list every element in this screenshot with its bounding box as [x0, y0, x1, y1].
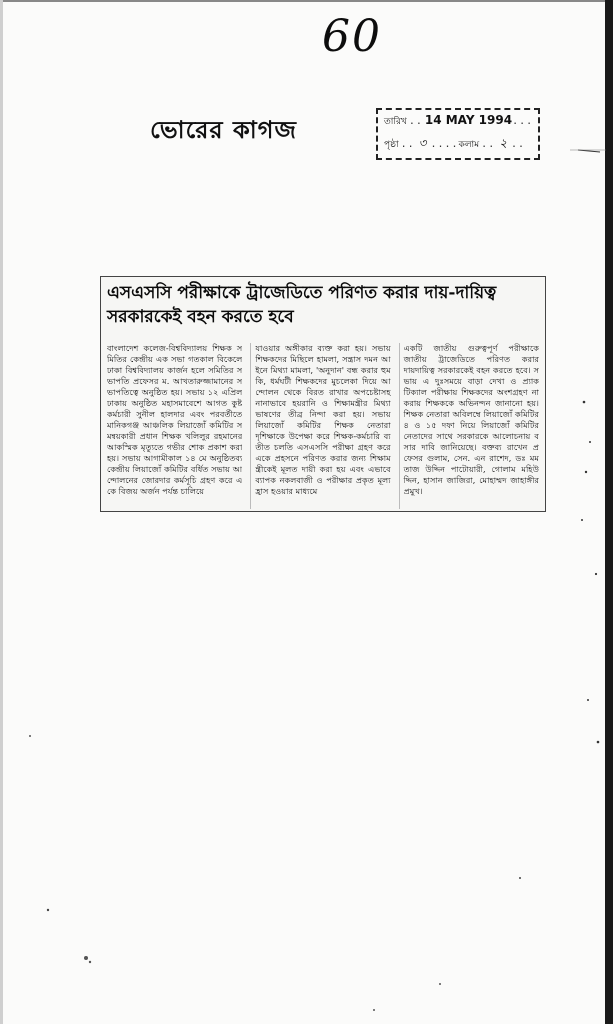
stamp-page-label: পৃষ্ঠা	[384, 140, 399, 150]
clipping-headline: এসএসসি পরীক্ষাকে ট্রাজেডিতে পরিণত করার দায়-দায়িত্ব সরকারকেই বহন করতে হবে	[107, 283, 497, 327]
clipping-columns	[107, 343, 539, 509]
stamp-date-row	[384, 113, 532, 135]
scan-edge-right	[605, 0, 613, 1024]
clipping-column-3: একটি জাতীয় গুরুত্বপূর্ণ পরীক্ষাকে জাতীয় ট্রাজেডিতে পরিণত করার দায়দায়িত্ব সরকারকেই বহন করতে হবে। সভায় এ দুঃসময়ে বাড়া দেখা ও প্র্যাকটিক্যাল পরীক্ষায় শিক্ষকদের অংশগ্রহণ না করায় শিক্ষককে অভিনন্দন জানানো হয়। শিক্ষক নেতারা অবিলম্বে লিয়াজোঁ কমিটির ৪ ও ১৫ দফা নিয়ে লিয়াজোঁ কমিটির নেতাদের সাথে সরকারকে আলোচনায় বসার দাবি জানিয়েছে। বক্তব্য রাখেন প্রফেসর গুলাম, সেন. এন রাশেদ, ডঃ মমতাজ উদ্দিন পাটোয়ারী, গোলাম মহিউদ্দিন, হাসান জাজিরা, মোহাম্মদ জাহাঙ্গীর প্রমুখ।	[399, 343, 539, 509]
stamp-dots: ..	[511, 139, 526, 150]
newspaper-clipping	[100, 276, 546, 512]
stamp-page-row	[384, 135, 532, 157]
stamp-column-value: ২	[499, 136, 508, 150]
scan-edge-top	[0, 0, 613, 2]
newspaper-name: ভোরের কাগজ	[150, 115, 297, 144]
stamp-dots: ....	[430, 139, 459, 150]
stamp-date-value: 14 MAY 1994	[424, 113, 513, 127]
stamp-dots: ..	[400, 139, 415, 150]
stamp-dots: ...	[512, 116, 534, 127]
clipping-column-2: যাওয়ার অঙ্গীকার ব্যক্ত করা হয়। সভায় শিক্ষকদের মিছিলে হামলা, সন্ত্রাস দমন আইনে মিথ্যা মামলা, 'অনুদান' বন্ধ করার হুমকি, ধর্মঘটী শিক্ষকদের মুচলেকা দিয়ে আন্দোলন থেকে বিরত রাখার অপচেষ্টাসহ নানাভাবে হয়রানি ও শিক্ষামন্ত্রীর মিথ্যা ভাষণের তীব্র নিন্দা করা হয়। সভায় লিয়াজোঁ কমিটির শিক্ষক নেতারা দৃশিক্ষাকে উপেক্ষা করে শিক্ষক-কর্মচারি ব্যতীত চলতি এসএসসি পরীক্ষা গ্রহণ করে একে প্রহসনে পরিণত করার জন্য শিক্ষামন্ত্রীকেই মূলত দায়ী করা হয় এবং এভাবে ব্যাপক নকলবাজী ও পরীক্ষার প্রকৃত মূল্য হ্রাস হওয়ার মাধ্যমে	[250, 343, 390, 509]
handwritten-page-number: 60	[322, 11, 382, 62]
stamp-page-value: ৩	[418, 136, 427, 150]
stamp-column-label: কলাম	[458, 140, 480, 150]
clipping-column-1: বাংলাদেশ কলেজ-বিশ্ববিদ্যালয় শিক্ষক সমিতির কেন্দ্রীয় এক সভা গতকাল বিকেলে ঢাকা বিশ্ববিদ্যালয় কার্জন হলে সমিতির সভাপতি প্রফেসর ম. আখতারুজ্জামানের সভাপতিত্বে অনুষ্ঠিত হয়। সভায় ১২ এপ্রিল ঢাকায় অনুষ্ঠিত মহাসমাবেশে আগত কুষ্ট কর্মচারী সুনীল হালদার এবং পরবর্তীতে মানিকগঞ্জ আঞ্চলিক লিয়াজোঁ কমিটির সমন্বয়কারী প্রধান শিক্ষক খলিলুর রহমানের আকস্মিক মৃত্যুতে গভীর শোক প্রকাশ করা হয়। সভায় আগামীকাল ১৪ মে অনুষ্ঠিতব্য কেন্দ্রীয় লিয়াজোঁ কমিটির বর্ধিত সভায় আন্দোলনের জোরদার কর্মসূচি গ্রহণ করে একে বিজয় অর্জন পর্যন্ত চালিয়ে	[107, 343, 243, 496]
scan-edge-left	[0, 0, 3, 1024]
stamp-date-label: তারিখ	[384, 117, 407, 127]
stamp-dots: ..	[481, 139, 496, 150]
stamp-dots: ..	[408, 116, 423, 127]
date-stamp	[376, 108, 540, 160]
